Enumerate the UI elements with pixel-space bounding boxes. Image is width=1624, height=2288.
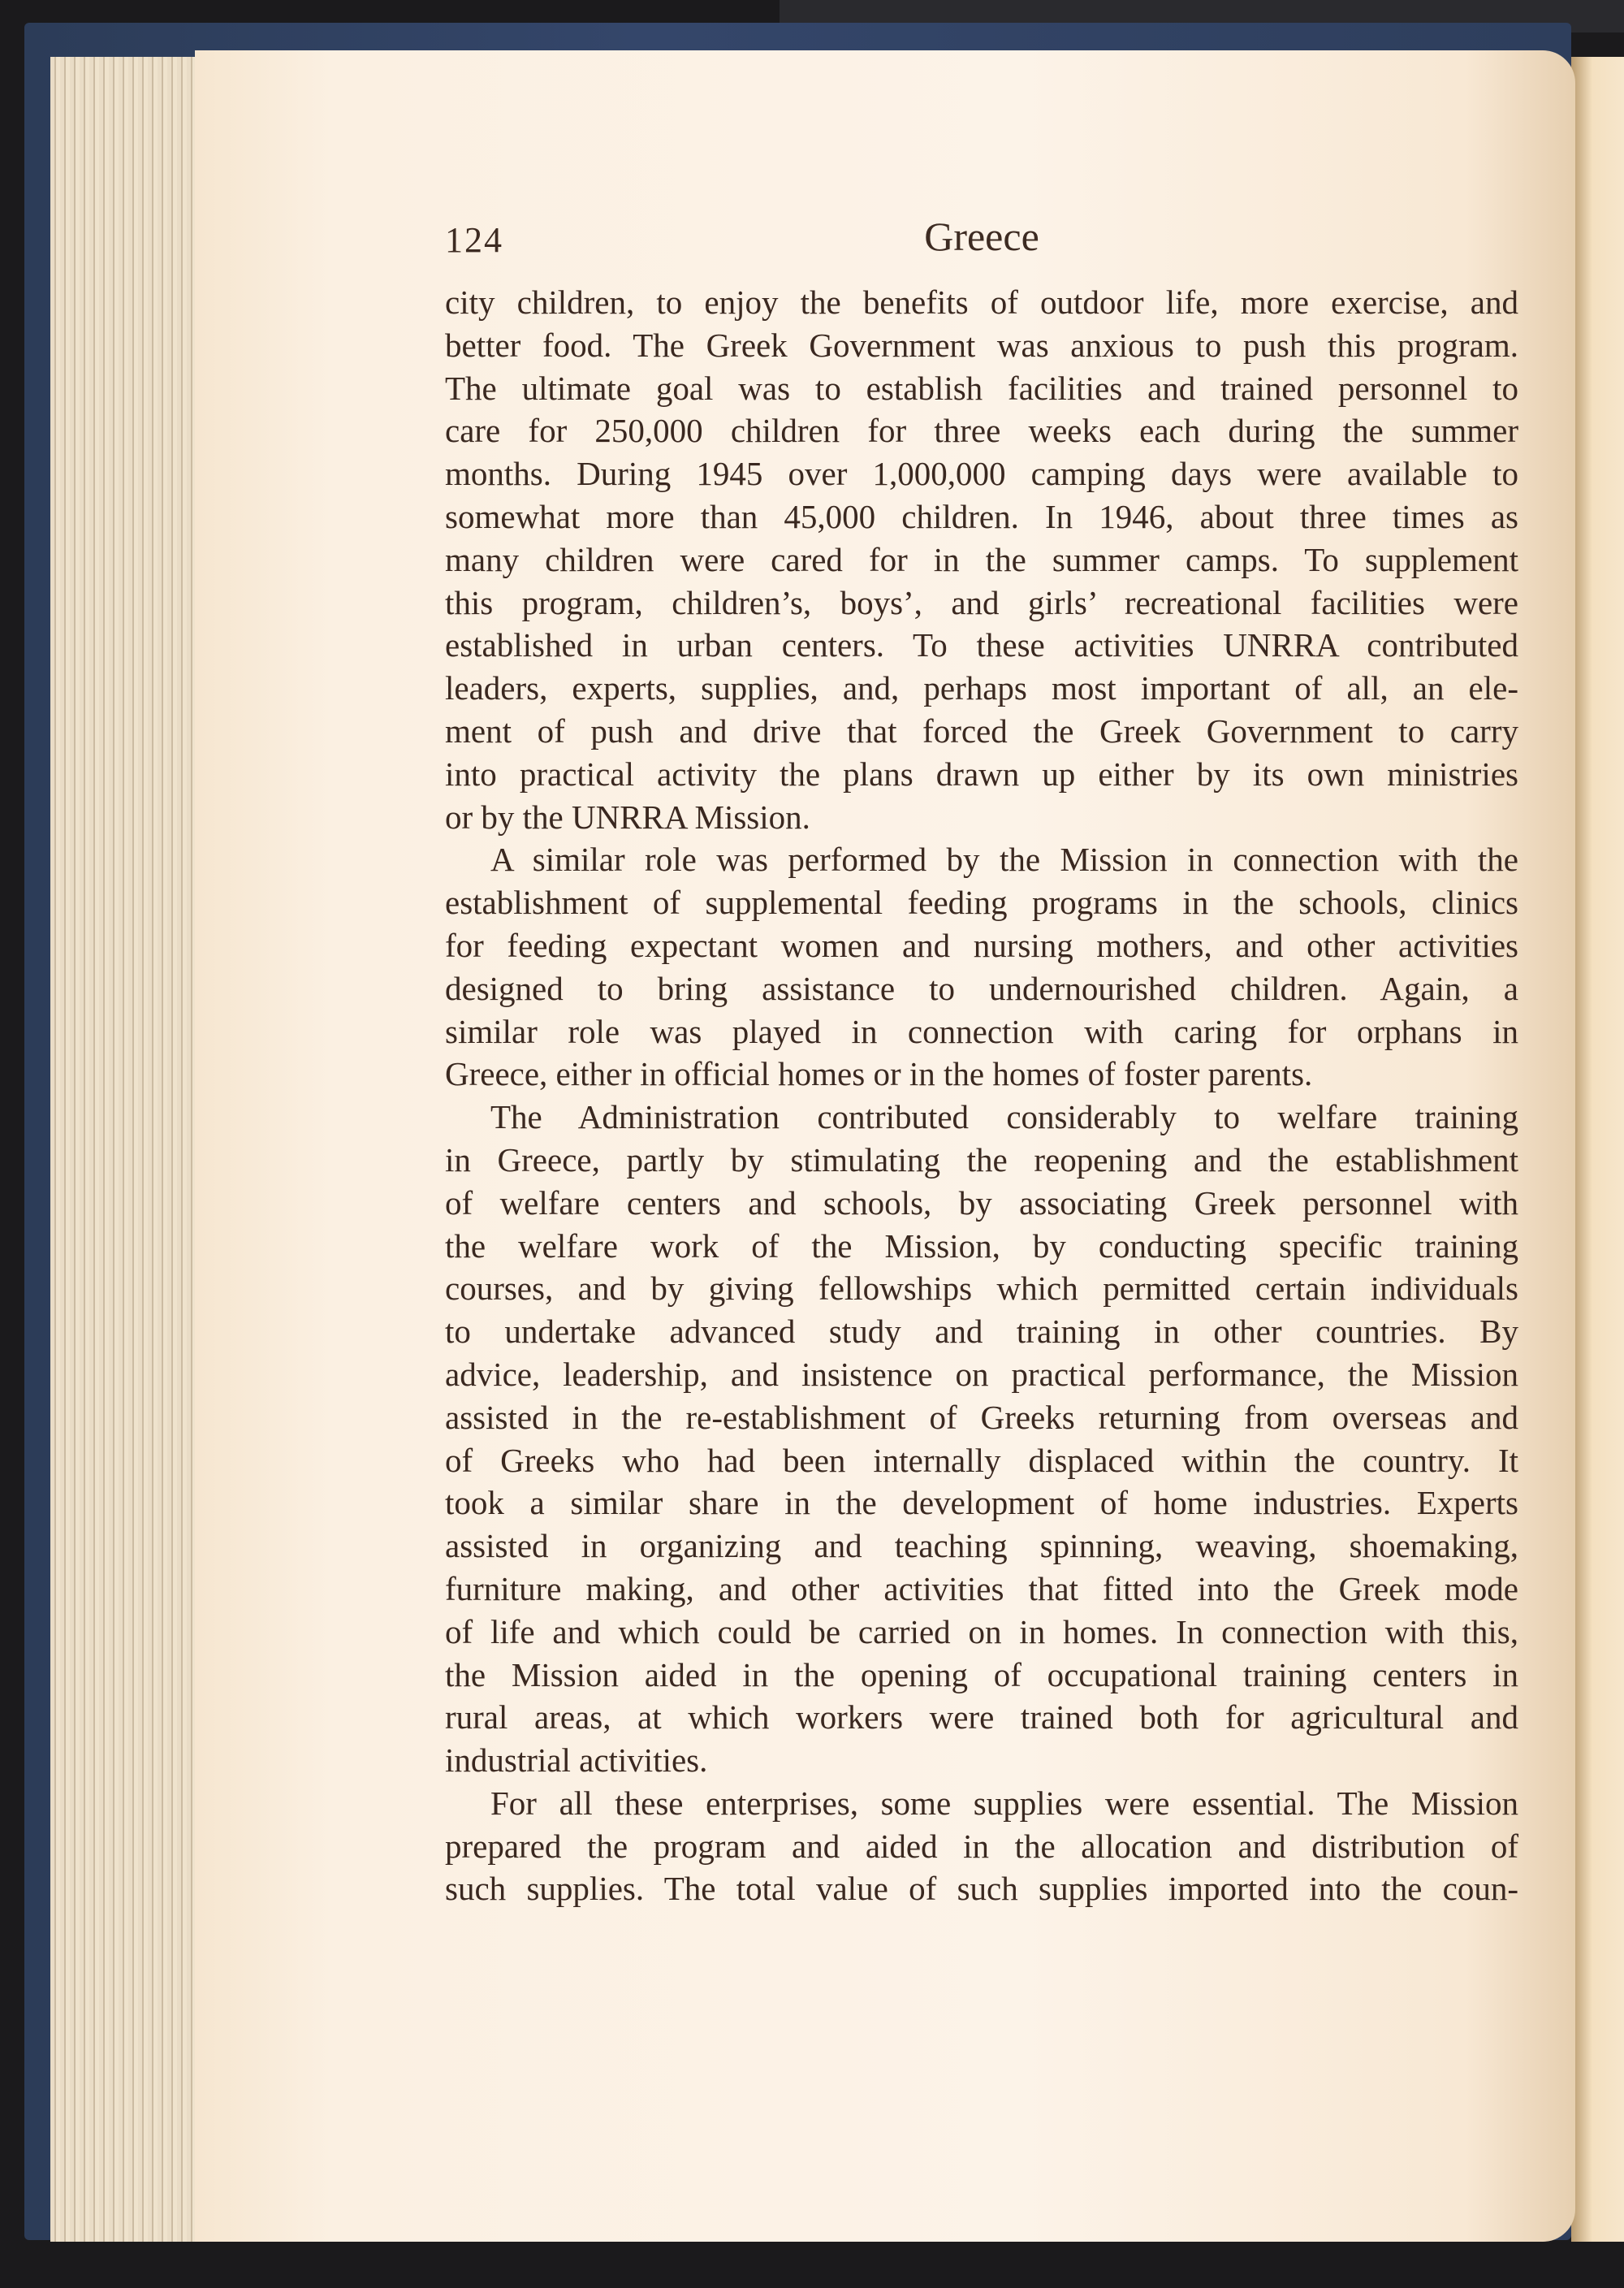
- text-line: the welfare work of the Mission, by conducting specific training: [445, 1226, 1518, 1265]
- text-line: courses, and by giving fellowships which permitted certain individuals: [445, 1269, 1518, 1308]
- text-line: leaders, experts, supplies, and, perhaps most important of all, an ele-: [445, 669, 1518, 707]
- text-line: Greece, either in official homes or in the homes of foster parents.: [445, 1055, 1313, 1093]
- paragraph: [445, 281, 1518, 838]
- text-line: city children, to enjoy the benefits of outdoor life, more exercise, and: [445, 283, 1518, 321]
- page-edges: [50, 57, 201, 2242]
- text-line: For all these enterprises, some supplies were essential. The Mission: [490, 1784, 1518, 1822]
- text-line: this program, children’s, boys’, and girls’ recreational facilities were: [445, 583, 1518, 621]
- text-line: of life and which could be carried on in homes. In connection with this,: [445, 1612, 1518, 1650]
- text-line: to undertake advanced study and training in other countries. By: [445, 1313, 1518, 1351]
- text-line: many children were cared for in the summer camps. To supplement: [445, 540, 1518, 578]
- text-line: A similar role was performed by the Mission in connection with the: [490, 841, 1518, 879]
- text-line: establishment of supplemental feeding programs in the schools, clinics: [445, 884, 1518, 922]
- text-line: of Greeks who had been internally displaced within the country. It: [445, 1441, 1518, 1479]
- text-line: assisted in the re-establishment of Greeks returning from overseas and: [445, 1398, 1518, 1436]
- paragraph: [445, 838, 1518, 1096]
- facing-page-edge: [1571, 57, 1624, 2242]
- page-number: 124: [445, 220, 503, 260]
- text-line: better food. The Greek Government was anxious to push this program.: [445, 326, 1518, 364]
- text-line: in Greece, partly by stimulating the reopening and the establishment: [445, 1140, 1518, 1179]
- text-line: established in urban centers. To these activities UNRRA contributed: [445, 626, 1518, 664]
- text-line: months. During 1945 over 1,000,000 camping days were available to: [445, 455, 1518, 493]
- text-line: advice, leadership, and insistence on practical performance, the Mission: [445, 1355, 1518, 1393]
- text-line: industrial activities.: [445, 1741, 708, 1780]
- text-line: assisted in organizing and teaching spinning, weaving, shoemaking,: [445, 1527, 1518, 1565]
- text-line: somewhat more than 45,000 children. In 1946, about three times as: [445, 497, 1518, 535]
- paragraph: [445, 1096, 1518, 1782]
- text-line: into practical activity the plans drawn up either by its own ministries: [445, 755, 1518, 793]
- text-line: The ultimate goal was to establish facilities and trained personnel to: [445, 369, 1518, 407]
- text-line: such supplies. The total value of such supplies imported into the coun-: [445, 1870, 1518, 1908]
- text-line: prepared the program and aided in the allocation and distribution of: [445, 1827, 1518, 1865]
- text-line: the Mission aided in the opening of occupational training centers in: [445, 1655, 1518, 1693]
- paragraph: [445, 1782, 1518, 1910]
- text-line: rural areas, at which workers were trained both for agricultural and: [445, 1698, 1518, 1737]
- text-line: The Administration contributed considerably to welfare training: [490, 1098, 1518, 1136]
- text-line: furniture making, and other activities that fitted into the Greek mode: [445, 1569, 1518, 1607]
- text-line: similar role was played in connection with caring for orphans in: [445, 1012, 1518, 1050]
- body-text: [445, 281, 1518, 1910]
- running-title: Greece: [924, 214, 1039, 259]
- page-header: [445, 213, 1518, 262]
- text-line: ment of push and drive that forced the Greek Government to carry: [445, 711, 1518, 750]
- text-line: for feeding expectant women and nursing mothers, and other activities: [445, 926, 1518, 964]
- text-line: designed to bring assistance to undernourished children. Again, a: [445, 969, 1518, 1007]
- text-line: care for 250,000 children for three weeks each during the summer: [445, 412, 1518, 450]
- text-line: or by the UNRRA Mission.: [445, 798, 810, 836]
- text-line: took a similar share in the development of home industries. Experts: [445, 1484, 1518, 1522]
- text-line: of welfare centers and schools, by associating Greek personnel with: [445, 1183, 1518, 1222]
